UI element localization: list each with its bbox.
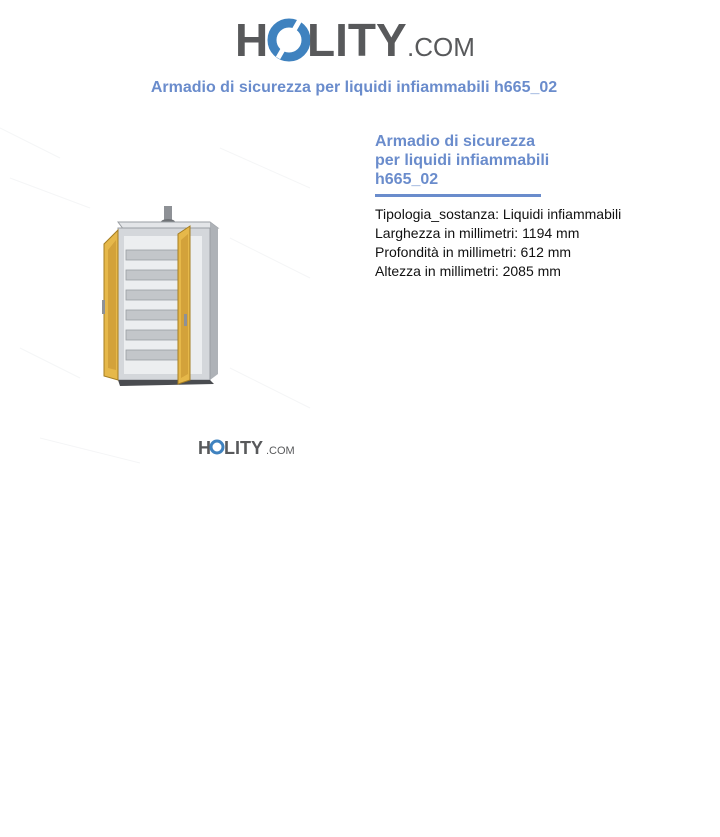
spec-label: Profondità in millimetri — [375, 244, 513, 260]
holity-logo-graphic — [235, 12, 485, 68]
logo-letters-lity: LITY — [307, 14, 407, 66]
product-specs — [375, 205, 705, 281]
product-title-line: Armadio di sicurezza — [375, 133, 536, 150]
product-title-line: per liquidi infiammabili — [375, 152, 550, 169]
svg-text:.COM: .COM — [266, 445, 295, 457]
spec-label: Larghezza in millimetri — [375, 225, 515, 241]
spec-value: 1194 mm — [522, 225, 580, 241]
spec-label: Altezza in millimetri — [375, 263, 495, 279]
title-underline — [375, 194, 541, 197]
safety-cabinet-illustration — [0, 118, 320, 478]
spec-value: 2085 mm — [502, 263, 561, 279]
spec-label: Tipologia_sostanza — [375, 206, 496, 222]
spec-value: 612 mm — [520, 244, 572, 260]
product-title-line: h665_02 — [375, 171, 439, 188]
logo-o-icon — [272, 18, 306, 58]
spec-value: Liquidi infiammabili — [502, 206, 622, 222]
product-image — [0, 118, 320, 478]
spec-row-tipologia: Tipologia_sostanza: Liquidi infiammabili — [375, 206, 622, 222]
spec-row-larghezza: Larghezza in millimetri: 1194 mm — [375, 225, 580, 241]
holity-logo[interactable] — [0, 12, 720, 68]
logo-suffix-com: .COM — [407, 32, 475, 62]
page-title: Armadio di sicurezza per liquidi infiammabili h665_02 — [150, 79, 558, 96]
svg-text:H: H — [198, 438, 211, 458]
image-watermark-logo — [198, 438, 295, 458]
spec-row-profondita: Profondità in millimetri: 612 mm — [375, 244, 572, 260]
spec-row-altezza: Altezza in millimetri: 2085 mm — [375, 263, 561, 279]
svg-text:LITY: LITY — [224, 438, 263, 458]
product-title — [375, 132, 565, 189]
logo-letter-h: H — [235, 14, 269, 66]
